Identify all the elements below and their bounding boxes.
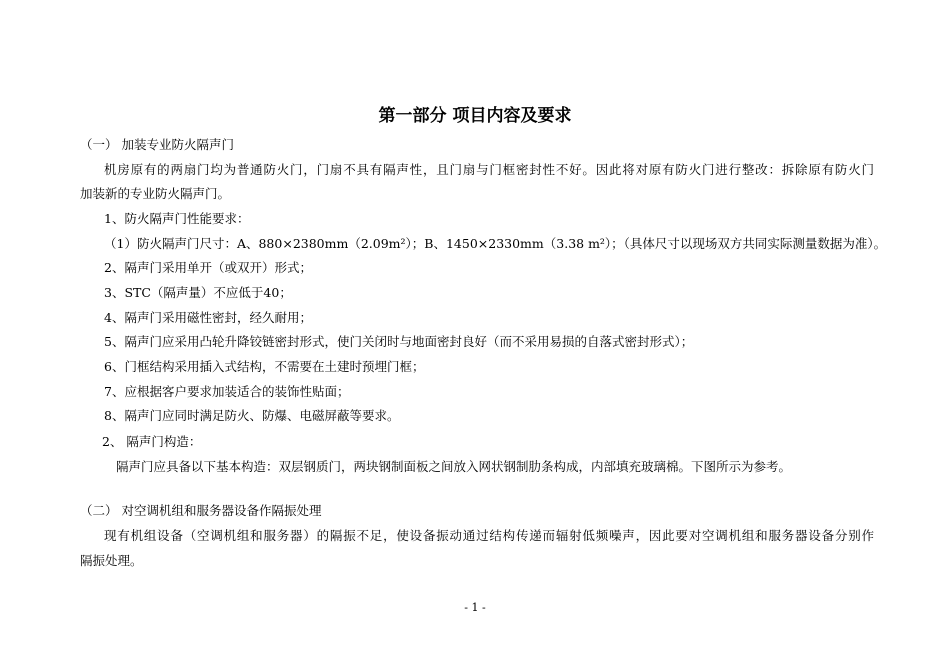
requirement-item: 8、隔声门应同时满足防火、防爆、电磁屏蔽等要求。 [104,408,400,423]
requirement-item: （1）防火隔声门尺寸：A、880×2380mm（2.09m²）；B、1450×2330mm（3.38 m²）；（具体尺寸以现场双方共同实际测量数据为准）。 [104,236,887,251]
section-2-heading: （二） 对空调机组和服务器设备作隔振处理 [80,503,322,518]
requirement-item: 3、STC（隔声量）不应低于40； [104,285,292,300]
section-1-intro-line-2: 加装新的专业防火隔声门。 [80,186,231,201]
construction-heading: 2、 隔声门构造： [102,434,202,449]
section-2-text-line-1: 现有机组设备（空调机组和服务器）的隔振不足，使设备振动通过结构传递而辐射低频噪声，因此要对空调机组和服务器设备分别作 [104,528,874,543]
section-2-text-line-2: 隔振处理。 [80,553,143,568]
requirement-item: 5、隔声门应采用凸轮升降铰链密封形式，使门关闭时与地面密封良好（而不采用易损的自落式密封形式）； [104,334,694,349]
construction-text: 隔声门应具备以下基本构造：双层钢质门，两块钢制面板之间放入网状钢制肋条构成，内部填充玻璃棉。下图所示为参考。 [116,459,792,474]
requirement-item: 2、隔声门采用单开（或双开）形式； [104,260,312,275]
section-1-heading: （一） 加装专业防火隔声门 [80,137,234,152]
requirement-item: 6、门框结构采用插入式结构，不需要在土建时预埋门框； [104,359,425,374]
page-number: - 1 - [464,601,486,614]
section-1-intro-line-1: 机房原有的两扇门均为普通防火门，门扇不具有隔声性，且门扇与门框密封性不好。因此将对原有防火门进行整改：拆除原有防火门 [104,162,874,177]
requirement-item: 1、防火隔声门性能要求： [104,211,250,226]
requirement-item: 7、应根据客户要求加装适合的装饰性贴面； [104,384,350,399]
page-title: 第一部分 项目内容及要求 [378,106,572,126]
requirement-item: 4、隔声门采用磁性密封，经久耐用； [104,310,312,325]
